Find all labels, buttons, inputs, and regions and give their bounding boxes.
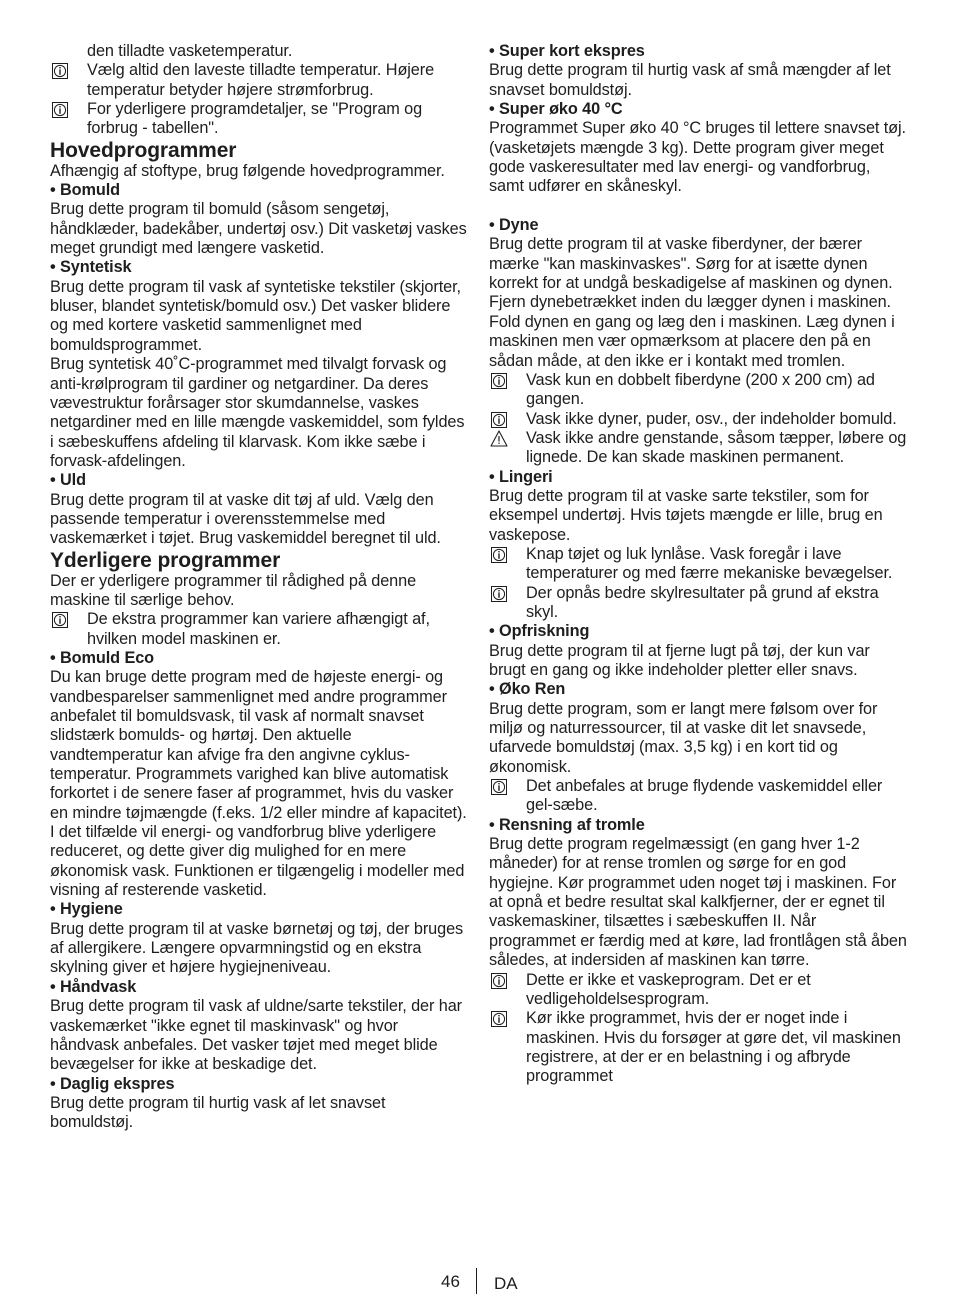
- note-text: For yderligere programdetaljer, se "Program og forbrug - tabellen".: [87, 100, 423, 138]
- paragraph: Brug dette program til at vaske børnetøj og tøj, der bruges af allergikere. Længere opvarmningstid og en ekstra skylning giver et højere hygiejneniveau.: [50, 919, 464, 977]
- paragraph: Brug dette program til hurtig vask af små mængder af let snavset bomuldstøj.: [489, 61, 891, 99]
- program-heading: • Uld: [50, 471, 86, 490]
- note-text: Det anbefales at bruge flydende vaskemiddel eller gel-sæbe.: [526, 777, 883, 815]
- program-heading: • Håndvask: [50, 977, 137, 996]
- note-text: Vask ikke dyner, puder, osv., der indeholder bomuld.: [526, 409, 897, 428]
- program-heading: • Super kort ekspres: [489, 42, 645, 60]
- info-icon: [489, 545, 526, 564]
- paragraph: Brug dette program til at vaske fiberdyner, der bærer mærke "kan maskinvaskes". Sørg for at isætte dynen korrekt for at undgå beskadigelse af maskinen og dynen. Fjern dynebetrækket inden du lægger dynen i maskinen. Fold dynen en gang og læg den i maskinen. Læg dynen i maskinen men vær opmærksom at placere den på en sådan måde, at den ikke er i kontakt med tromlen.: [489, 235, 895, 370]
- warning-other-items: [489, 429, 907, 468]
- paragraph: Brug syntetisk 40˚C-programmet med tilvalgt forvask og anti-krølprogram til gardiner og netgardiner. Da deres vævestruktur forårsager stor skumdannelse, vaskes netgardiner med en lille mængde vaskemiddel, som fyldes i sæbeskuffens afdeling til klarvask. Kom ikke sæbe i forvask-afdelingen.: [50, 355, 465, 470]
- note-duvet-cotton: [489, 410, 907, 429]
- program-heading: • Hygiene: [50, 900, 123, 919]
- info-icon: [50, 100, 87, 119]
- note-continuation: [50, 42, 468, 61]
- program-heading: • Lingeri: [489, 467, 553, 486]
- paragraph: Brug dette program til at fjerne lugt på tøj, der kun var brugt en gang og ikke indeholder pletter eller snavs.: [489, 641, 870, 679]
- info-icon: [489, 371, 526, 390]
- note-maintenance: [489, 971, 907, 1010]
- note-eco-detergent: [489, 777, 907, 816]
- left-column: [50, 42, 468, 1133]
- note-temperature: [50, 61, 468, 100]
- note-text: De ekstra programmer kan variere afhængigt af, hvilken model maskinen er.: [87, 610, 430, 648]
- note-duvet-size: [489, 371, 907, 410]
- paragraph: Brug dette program til vask af uldne/sarte tekstiler, der har vaskemærket "ikke egnet til maskinvask" og hvor håndvask anbefales. Det vasker tøjet med meget blide bevægelser for ikke at beskadige det.: [50, 997, 462, 1074]
- note-extra-programs: [50, 610, 468, 649]
- program-heading: • Opfriskning: [489, 622, 590, 641]
- program-heading: • Bomuld Eco: [50, 648, 155, 667]
- warning-icon: [489, 429, 526, 448]
- note-text: Kør ikke programmet, hvis der er noget inde i maskinen. Hvis du forsøger at gøre det, vil maskinen registrere, at der er en belastning i og afbryde programmet: [526, 1009, 901, 1086]
- paragraph: Afhængig af stoftype, brug følgende hovedprogrammer.: [50, 161, 445, 180]
- page-number: 46: [441, 1272, 460, 1291]
- info-icon: [489, 584, 526, 603]
- paragraph: Brug dette program til at vaske sarte tekstiler, som for eksempel undertøj. Hvis tøjets mængde er lille, brug en vaskepose.: [489, 486, 883, 544]
- footer-divider: [476, 1268, 477, 1294]
- info-icon: [489, 971, 526, 990]
- note-text: Knap tøjet og luk lynlåse. Vask foregår i lave temperaturer og med færre mekaniske bevægelser.: [526, 544, 893, 583]
- note-empty-drum: [489, 1009, 907, 1086]
- info-icon: [50, 610, 87, 629]
- paragraph: Brug dette program til bomuld (såsom sengetøj, håndklæder, badekåber, undertøj osv.) Dit vasketøj vaskes meget grundigt med længere vasketid.: [50, 200, 467, 258]
- paragraph: Brug dette program til at vaske dit tøj af uld. Vælg den passende temperatur i overensstemmelse med vaskemærket i tøjet. Brug vaskemiddel beregnet til uld.: [50, 490, 441, 548]
- info-icon: [489, 1009, 526, 1028]
- program-heading: • Rensning af tromle: [489, 815, 645, 834]
- paragraph: Programmet Super øko 40 °C bruges til lettere snavset tøj. (vasketøjets mængde 3 kg). Dette program giver meget gode vaskeresultater med lav energi- og vandforbrug, samt udfører en skåneskyl.: [489, 119, 906, 196]
- program-heading: • Super øko 40 °C: [489, 100, 623, 119]
- note-text: Dette er ikke et vaskeprogram. Det er et vedligeholdelsesprogram.: [526, 970, 811, 1008]
- language-code: DA: [494, 1274, 518, 1293]
- note-lingerie-buttons: [489, 545, 907, 584]
- program-heading: • Dyne: [489, 216, 539, 235]
- info-icon: [489, 410, 526, 429]
- program-heading: • Bomuld: [50, 181, 121, 200]
- program-heading: • Øko Ren: [489, 680, 566, 699]
- paragraph: Brug dette program regelmæssigt (en gang hver 1-2 måneder) for at rense tromlen og sørge for en god hygiejne. Kør programmet uden noget tøj i maskinen. For at opnå et bedre resultat skal kalkfjerner, der er egnet til vaskemaskiner, tilsættes i sæbeskuffen II. Når programmet er færdig med at køre, lad frontlågen stå åben således, at indersiden af maskinen kan tørre.: [489, 835, 907, 970]
- section-title-main-programs: Hovedprogrammer: [50, 138, 237, 162]
- section-title-extra-programs: Yderligere programmer: [50, 548, 281, 572]
- paragraph: Der er yderligere programmer til rådighed på denne maskine til særlige behov.: [50, 571, 417, 609]
- paragraph: Brug dette program til vask af syntetiske tekstiler (skjorter, bluser, blandet syntetisk/bomuld osv.) Det vasker blidere og med kortere vasketid sammenlignet med bomuldsprogrammet.: [50, 277, 461, 354]
- info-icon: [489, 777, 526, 796]
- info-icon: [50, 61, 87, 80]
- note-program-details: [50, 100, 468, 139]
- warning-text: Vask ikke andre genstande, såsom tæpper, løbere og lignede. De kan skade maskinen permanent.: [526, 428, 907, 467]
- paragraph: Brug dette program til hurtig vask af let snavset bomuldstøj.: [50, 1093, 386, 1132]
- program-heading: • Daglig ekspres: [50, 1074, 175, 1093]
- paragraph: Du kan bruge dette program med de højeste energi- og vandbesparelser sammenlignet med andre programmer anbefalet til bomuldsvask, til vask af normalt snavset slidstærk bomulds- og hørtøj. Den aktuelle vandtemperatur kan afvige fra den angivne cyklus-temperatur. Programmets varighed kan blive automatisk forkortet i de senere faser af programmet, hvis du vasker en mindre tøjmængde (f.eks. 1/2 eller mindre af kapacitet). I det tilfælde vil energi- og vandforbrug blive yderligere reduceret, og dette giver dig mulighed for en mere økonomisk vask. Funktionen er tilgængelig i modeller med visning af resterende vasketid.: [50, 668, 467, 900]
- note-lingerie-rinse: [489, 584, 907, 623]
- note-text: Vælg altid den laveste tilladte temperatur. Højere temperatur betyder højere strømforbrug.: [87, 61, 435, 99]
- right-column: [489, 42, 907, 1087]
- paragraph: Brug dette program, som er langt mere følsom over for miljø og naturressourcer, til at vaske dit let snavsede, ufarvede bomuldstøj (max. 3,5 kg) i en kort tid og økonomisk.: [489, 699, 878, 776]
- note-text: Vask kun en dobbelt fiberdyne (200 x 200 cm) ad gangen.: [526, 370, 875, 409]
- program-heading: • Syntetisk: [50, 258, 132, 277]
- note-text: Der opnås bedre skylresultater på grund af ekstra skyl.: [526, 583, 879, 621]
- note-text: den tilladte vasketemperatur.: [87, 42, 293, 60]
